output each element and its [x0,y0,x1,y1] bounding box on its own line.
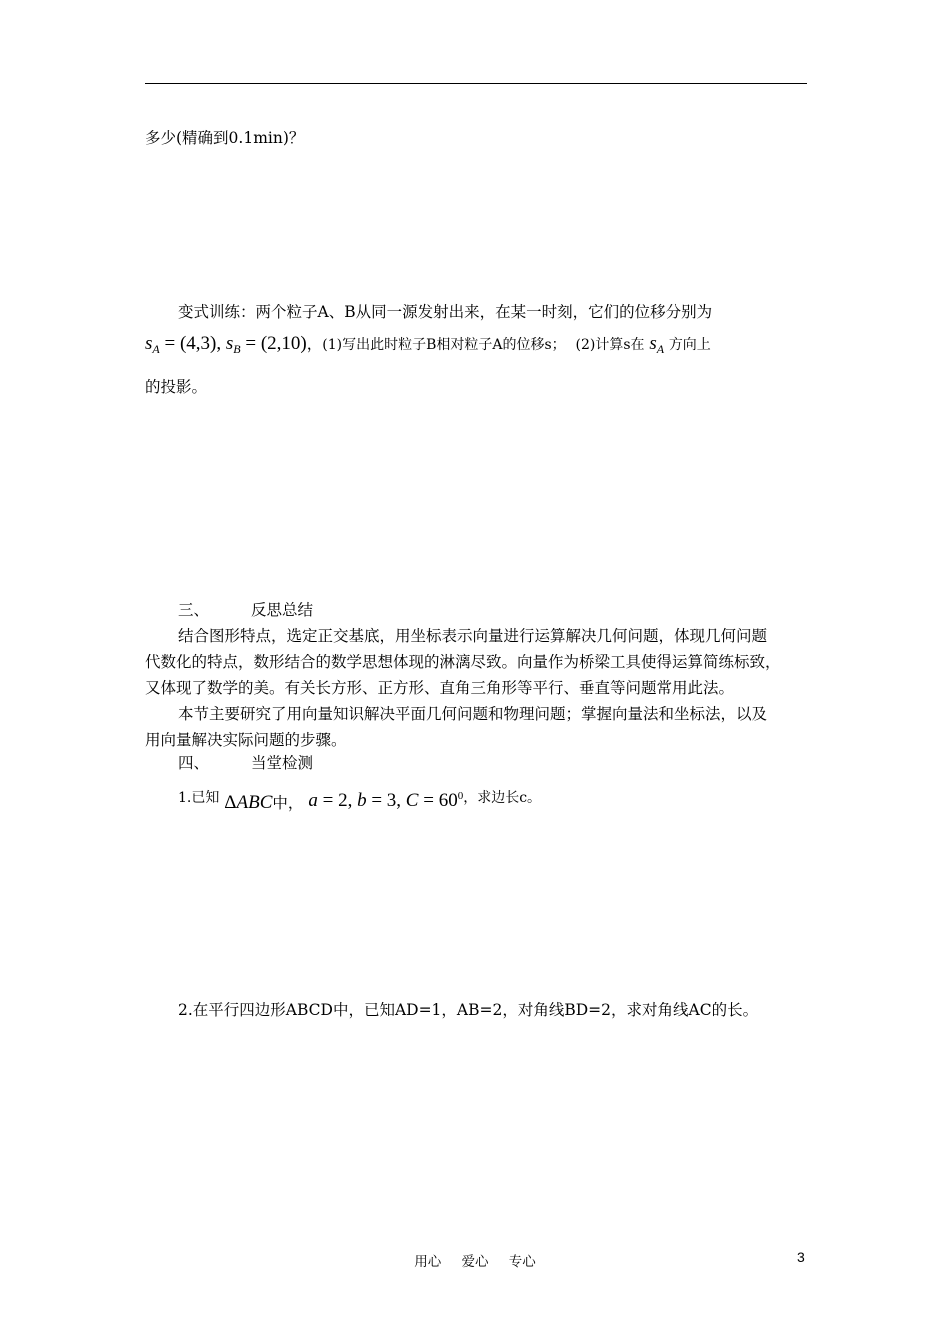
q1-mid: 中， [272,794,304,812]
variant-exercise-line3: 的投影。 [145,378,208,396]
footer-item: 用心 [414,1254,442,1270]
variant-exercise-line2 [145,334,711,359]
q1-suffix: ，求边长c。 [463,790,542,806]
section-3-number: 三、 [178,601,210,619]
check-question-1 [178,782,542,813]
question-1: (1)写出此时粒子B相对粒子A的位移s； [322,337,566,353]
page-footer [0,1250,950,1270]
summary-para2-line1: 本节主要研究了用向量知识解决平面几何问题和物理问题；掌握向量法和坐标法，以及 [178,705,768,723]
section-3-heading [178,600,313,620]
q1-prefix: 1.已知 [178,790,220,806]
summary-para1-line2: 代数化的特点，数形结合的数学思想体现的淋漓尽致。向量作为桥梁工具使得运算简练标致， [145,653,781,671]
footer-item: 专心 [508,1254,536,1270]
question-2-tail: 方向上 [668,337,711,353]
question-2: (2)计算s在 [575,337,645,353]
summary-para1-line1: 结合图形特点，选定正交基底，用坐标表示向量进行运算解决几何问题，体现几何问题 [178,627,768,645]
triangle-abc: ΔABC [224,792,273,813]
footer-item: 爱心 [461,1254,489,1270]
comma: ， [306,335,323,353]
section-4-title: 当堂检测 [251,754,314,772]
section-3-title: 反思总结 [251,601,314,619]
header-rule [145,83,807,84]
summary-para1-line3: 又体现了数学的美。有关长方形、正方形、直角三角形等平行、垂直等问题常用此法。 [145,679,735,697]
variant-exercise-line1: 变式训练：两个粒子A、B从同一源发射出来，在某一时刻，它们的位移分别为 [178,303,713,321]
sa-symbol: $s_A$ [649,333,665,356]
section-4-heading [178,753,313,773]
section-4-number: 四、 [178,754,210,772]
summary-para2-line2: 用向量解决实际问题的步骤。 [145,731,347,749]
displacement-formula: $s_A = (4,3)$, $s_B = (2,10)$ [145,333,307,356]
q1-conditions: a = 2, b = 3, $C = 60^0$ [308,790,464,811]
continuation-text: 多少(精确到0.1min)？ [145,129,305,147]
check-question-2: 2.在平行四边形ABCD中，已知AD=1，AB=2，对角线BD=2，求对角线AC的长。 [178,1001,759,1019]
page-number: 3 [797,1249,805,1265]
